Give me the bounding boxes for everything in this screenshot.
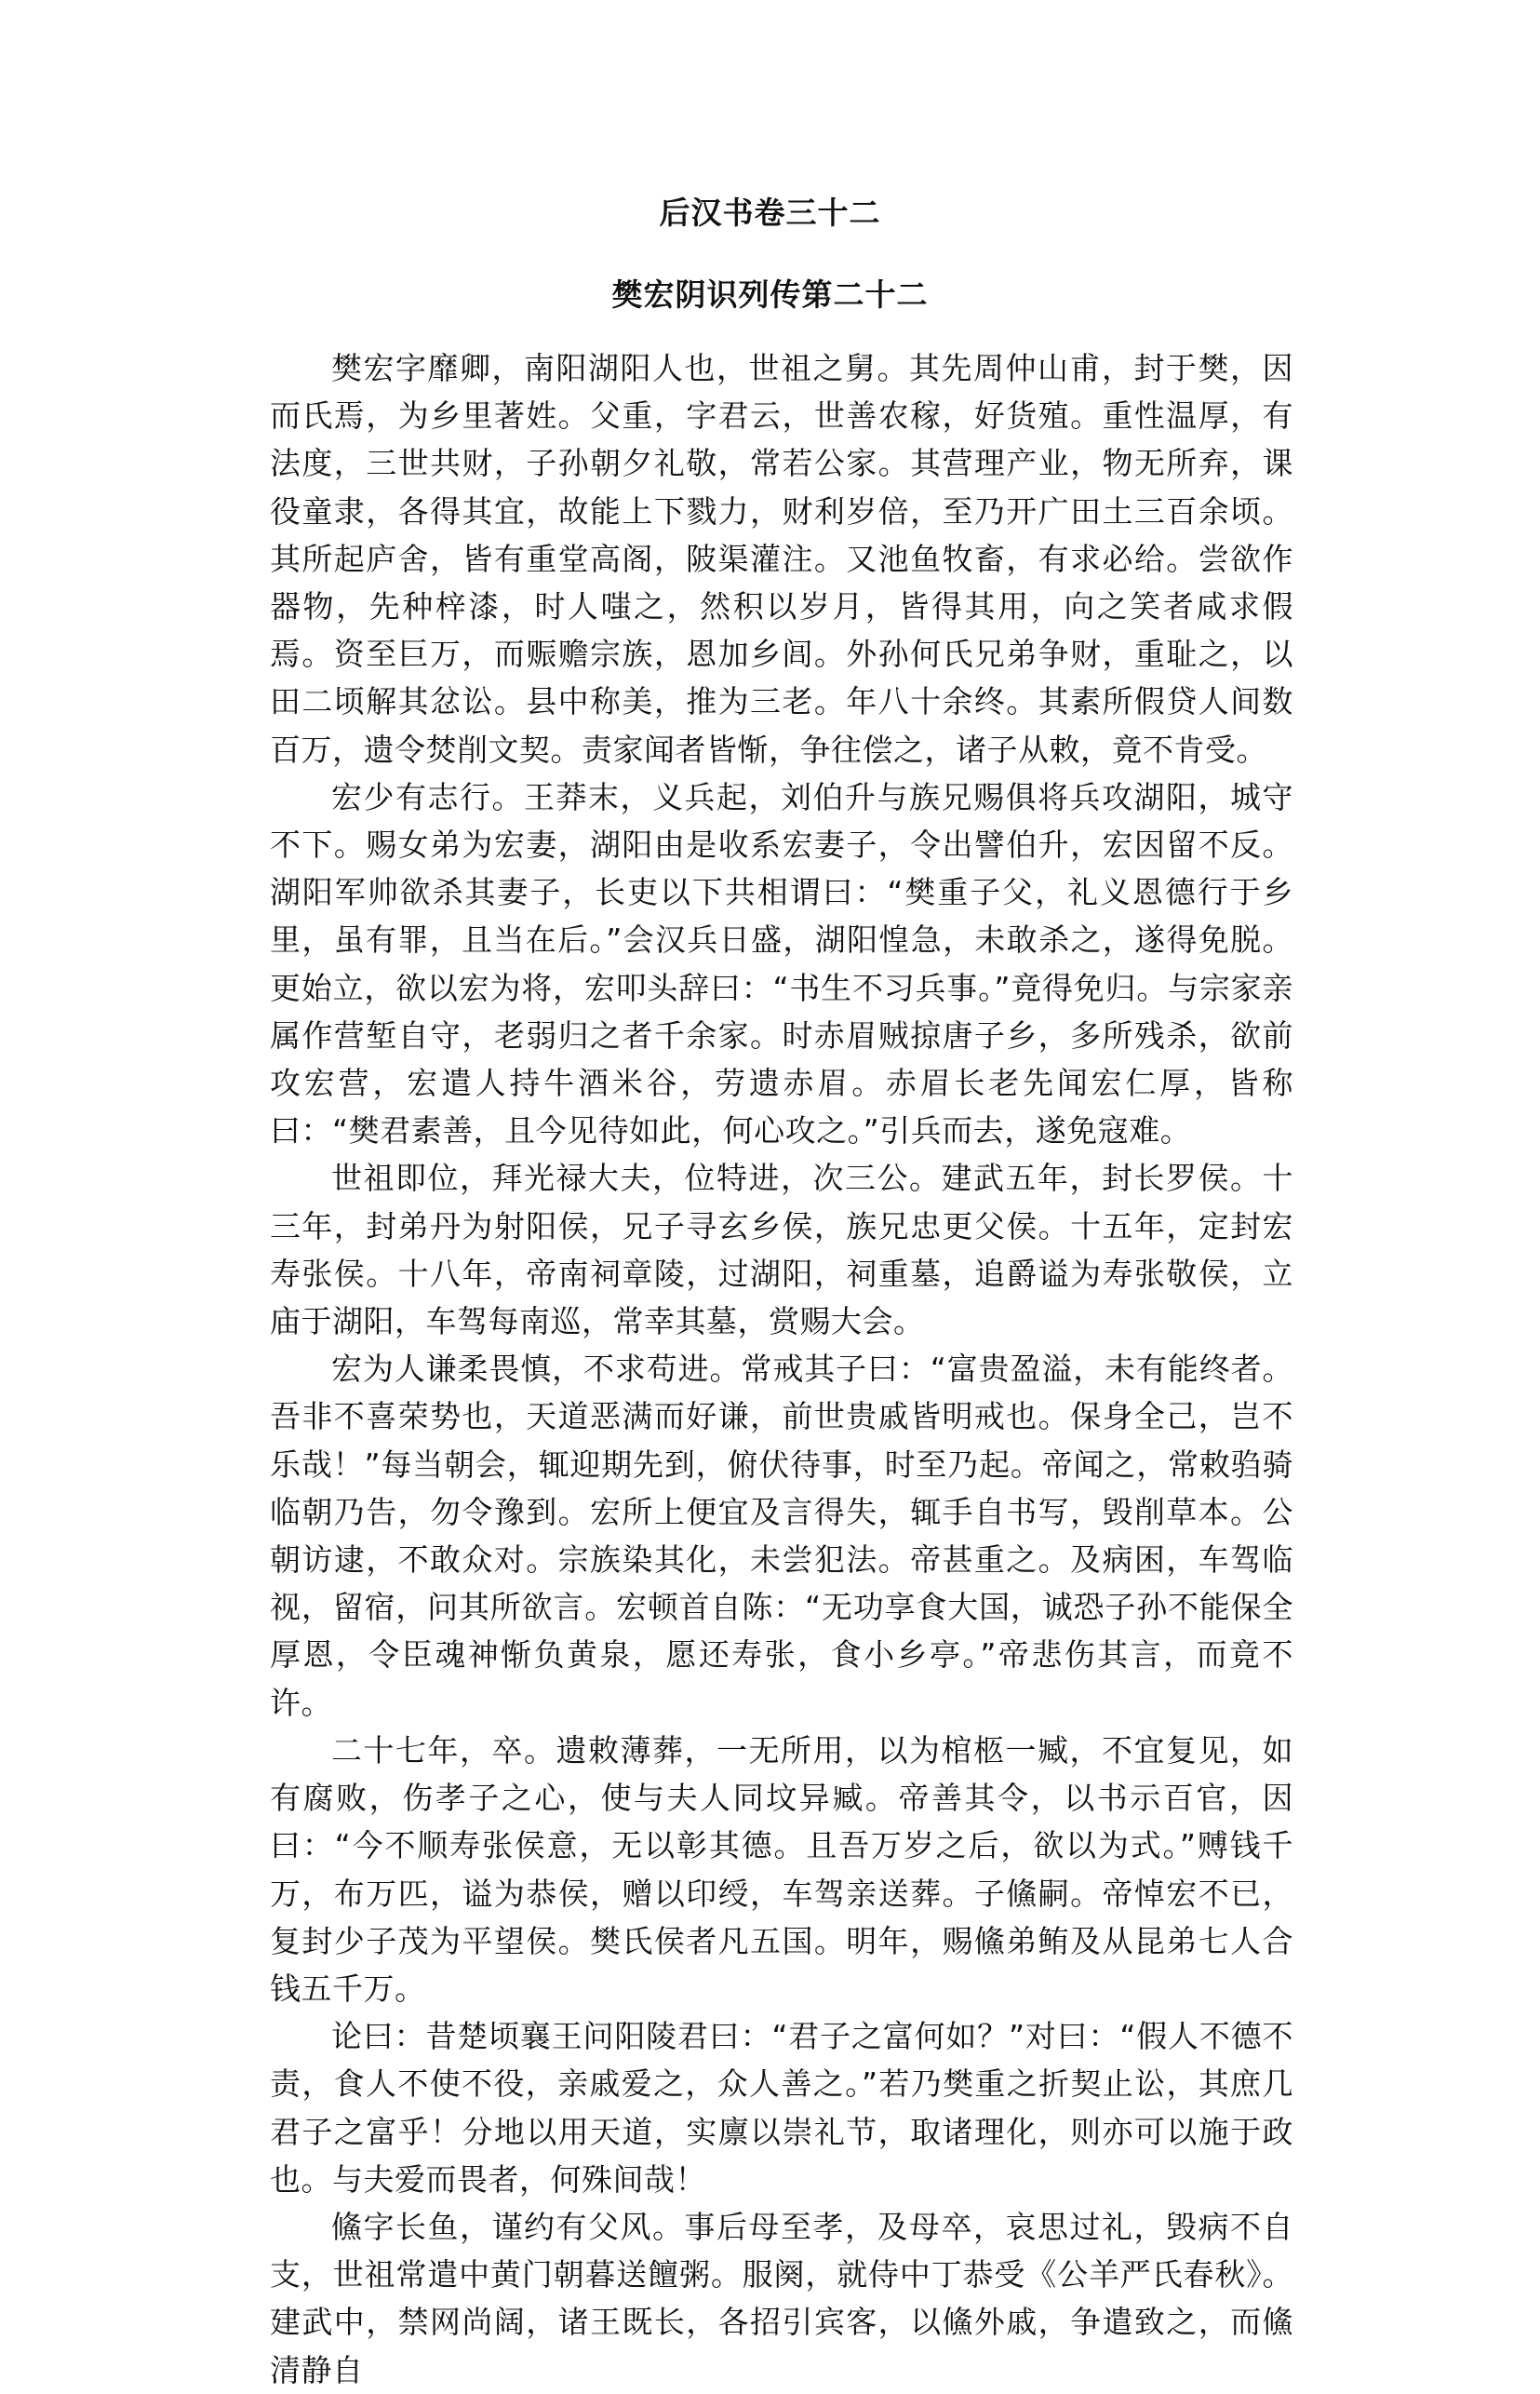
paragraph: 世祖即位，拜光禄大夫，位特进，次三公。建武五年，封长罗侯。十三年，封弟丹为射阳侯，兄子寻玄乡侯，族兄忠更父侯。十五年，定封宏寿张侯。十八年，帝南祠章陵，过湖阳，祠重墓，追爵谥为寿张敬侯，立庙于湖阳，车驾每南巡，常幸其墓，赏赐大会。 bbox=[270, 1160, 1293, 1340]
paragraph: 樊宏字靡卿，南阳湖阳人也，世祖之舅。其先周仲山甫，封于樊，因而氏焉，为乡里著姓。父重，字君云，世善农稼，好货殖。重性温厚，有法度，三世共财，子孙朝夕礼敬，常若公家。其营理产业，物无所弃，课役童隶，各得其宜，故能上下戮力，财利岁倍，至乃开广田土三百余顷。其所起庐舍，皆有重堂高阁，陂渠灌注。又池鱼牧畜，有求必给。尝欲作器物，先种梓漆，时人嗤之，然积以岁月，皆得其用，向之笑者咸求假焉。资至巨万，而赈赡宗族，恩加乡闾。外孙何氏兄弟争财，重耻之，以田二顷解其忿讼。县中称美，推为三老。年八十余终。其素所假贷人间数百万，遗令焚削文契。责家闻者皆惭，争往偿之，诸子从敕，竟不肯受。 bbox=[270, 350, 1293, 768]
paragraph: 宏为人谦柔畏慎，不求苟进。常戒其子曰：“富贵盈溢，未有能终者。吾非不喜荣势也，天道恶满而好谦，前世贵戚皆明戒也。保身全己，岂不乐哉！”每当朝会，辄迎期先到，俯伏待事，时至乃起。帝闻之，常敕驺骑临朝乃告，勿令豫到。宏所上便宜及言得失，辄手自书写，毁削草本。公朝访逮，不敢众对。宗族染其化，未尝犯法。帝甚重之。及病困，车驾临视，留宿，问其所欲言。宏顿首自陈：“无功享食大国，诚恐子孙不能保全厚恩，令臣魂神惭负黄泉，愿还寿张，食小乡亭。”帝悲伤其言，而竟不许。 bbox=[270, 1351, 1293, 1721]
paragraph: 论曰：昔楚顷襄王问阳陵君曰：“君子之富何如？”对曰：“假人不德不责，食人不使不役，亲戚爱之，众人善之。”若乃樊重之折契止讼，其庶几君子之富乎！分地以用天道，实廪以崇礼节，取诸理化，则亦可以施于政也。与夫爱而畏者，何殊间哉！ bbox=[270, 2018, 1293, 2198]
paragraph: 鯈字长鱼，谨约有父风。事后母至孝，及母卒，哀思过礼，毁病不自支，世祖常遣中黄门朝暮送饘粥。服阕，就侍中丁恭受《公羊严氏春秋》。建武中，禁网尚阔，诸王既长，各招引宾客，以鯈外戚，争遣致之，而鯈清静自 bbox=[270, 2208, 1293, 2388]
body-text bbox=[270, 344, 1293, 2394]
book-title: 后汉书卷三十二 bbox=[659, 195, 881, 231]
chapter-title: 樊宏阴识列传第二十二 bbox=[611, 276, 929, 313]
paragraph: 二十七年，卒。遗敕薄葬，一无所用，以为棺柩一臧，不宜复见，如有腐败，伤孝子之心，使与夫人同坟异臧。帝善其令，以书示百官，因曰：“今不顺寿张侯意，无以彰其德。且吾万岁之后，欲以为式。”赙钱千万，布万匹，谥为恭侯，赠以印绶，车驾亲送葬。子鯈嗣。帝悼宏不已，复封少子茂为平望侯。樊氏侯者凡五国。明年，赐鯈弟鲔及从昆弟七人合钱五千万。 bbox=[270, 1731, 1293, 2007]
paragraph: 宏少有志行。王莽末，义兵起，刘伯升与族兄赐俱将兵攻湖阳，城守不下。赐女弟为宏妻，湖阳由是收系宏妻子，令出譬伯升，宏因留不反。湖阳军帅欲杀其妻子，长吏以下共相谓曰：“樊重子父，礼义恩德行于乡里，虽有罪，且当在后。”会汉兵日盛，湖阳惶急，未敢杀之，遂得免脱。更始立，欲以宏为将，宏叩头辞曰：“书生不习兵事。”竟得免归。与宗家亲属作营堑自守，老弱归之者千余家。时赤眉贼掠唐子乡，多所残杀，欲前攻宏营，宏遣人持牛酒米谷，劳遗赤眉。赤眉长老先闻宏仁厚，皆称曰：“樊君素善，且今见待如此，何心攻之。”引兵而去，遂免寇难。 bbox=[270, 778, 1293, 1150]
